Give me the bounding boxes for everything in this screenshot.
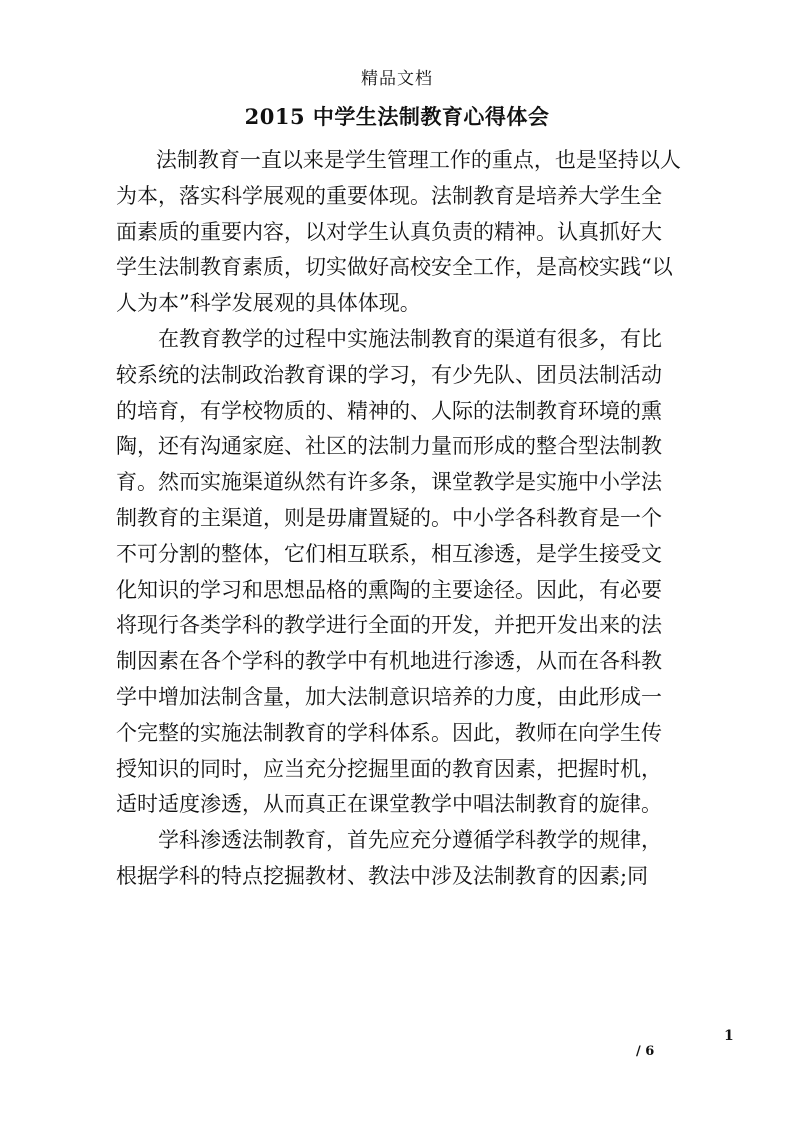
page-number: 1 — [724, 1028, 734, 1044]
paragraph: 在教育教学的过程中实施法制教育的渠道有很多，有比较系统的法制政治教育课的学习，有少先队、团员法制活动的培育，有学校物质的、精神的、人际的法制教育环境的熏陶，还有沟通家庭、社区的法制力量而形成的整合型法制教育。然而实施渠道纵然有许多条，课堂教学是实施中小学法制教育的主渠道，则是毋庸置疑的。中小学各科教育是一个不可分割的整体，它们相互联系，相互渗透，是学生接受文化知识的学习和思想品格的熏陶的主要途径。因此，有必要将现行各类学科的教学进行全面的开发，并把开发出来的法制因素在各个学科的教学中有机地进行渗透，从而在各科教学中增加法制含量，加大法制意识培养的力度，由此形成一个完整的实施法制教育的学科体系。因此，教师在向学生传授知识的同时，应当充分挖掘里面的教育因素，把握时机，适时适度渗透，从而真正在课堂教学中唱法制教育的旋律。 — [116, 326, 662, 817]
page-title: 2015 中学生法制教育心得体会 — [244, 104, 550, 129]
header-label: 精品文档 — [361, 69, 433, 89]
page-total: / 6 — [636, 1044, 655, 1059]
paragraph: 学科渗透法制教育，首先应充分遵循学科教学的规律，根据学科的特点挖掘教材、教法中涉及法制教育的因素;同 — [116, 828, 662, 888]
document-body — [116, 143, 682, 895]
paragraph: 法制教育一直以来是学生管理工作的重点，也是坚持以人为本，落实科学展观的重要体现。法制教育是培养大学生全面素质的重要内容，以对学生认真负责的精神。认真抓好大学生法制教育素质，切实做好高校安全工作，是高校实践“以人为本”科学发展观的具体体现。 — [116, 148, 681, 316]
